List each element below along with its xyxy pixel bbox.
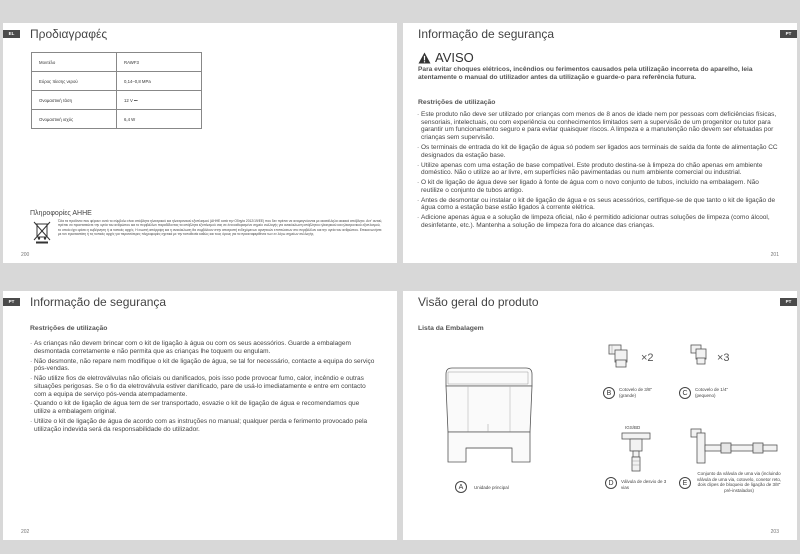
page-203	[403, 291, 797, 540]
page-number: 201	[770, 252, 779, 258]
warning-label: AVISO	[435, 50, 474, 65]
language-tag: PT	[3, 298, 20, 306]
small-elbow-illustration	[689, 342, 715, 368]
list-item: · O kit de ligação de água deve ser ligado à fonte de água com o novo conjunto de tubos, incluído na embalagem. Não reutilize o conjunto de tubos antigo.	[418, 179, 780, 194]
valve-marking: IGS/BD	[625, 425, 641, 430]
item-letter-a: A	[455, 481, 467, 493]
section-subtitle: Restrições de utilização	[30, 325, 108, 332]
item-letter-c: C	[679, 387, 691, 399]
spec-label: Εύρος πίεσης νερού	[32, 72, 117, 91]
table-row	[32, 91, 202, 110]
restrictions-list	[31, 340, 376, 436]
table-row	[32, 53, 202, 72]
main-unit-illustration	[438, 364, 538, 476]
section-subtitle: Lista da Embalagem	[418, 325, 484, 332]
item-quantity-c: ×3	[717, 352, 730, 364]
page-number: 200	[21, 252, 30, 258]
page-title: Informação de segurança	[418, 27, 555, 41]
list-item: · Este produto não deve ser utilizado por crianças com menos de 8 anos de idade nem por pessoas com deficiências físicas, sensoriais, intelectuais, ou com experiência ou conhecimentos limitados sem a supervisão de um progenitor ou tutor para garantir um funcionamento seguro e para evitar quaisquer riscos. A limpeza e a manutenção não devem ser efetuadas por crianças sem supervisão.	[418, 111, 780, 142]
item-label-b: Cotovelo de 3/8" (grande)	[619, 387, 653, 398]
crossed-bin-icon	[31, 219, 53, 244]
list-item: · Quando o kit de ligação de água tem de ser transportado, esvazie o kit de ligação de água e recomendamos que utilize a embalagem original.	[31, 400, 376, 415]
page-number: 203	[770, 529, 779, 535]
table-row	[32, 110, 202, 129]
item-label-d: Válvula de desvio de 3 vias	[621, 479, 667, 490]
page-title: Informação de segurança	[30, 295, 167, 309]
restrictions-list	[418, 111, 780, 232]
item-quantity-b: ×2	[641, 352, 654, 364]
page-number: 202	[21, 529, 30, 535]
spec-table	[31, 52, 202, 129]
spec-label: Ονομαστική τάση	[32, 91, 117, 110]
item-label-a: Unidade principal	[474, 485, 509, 490]
item-label-e: Conjunto da válvula de uma via (incluindo válvula de uma via, cotovelo, conetor reto, dois clipes de bloqueio de ligação de 3/8" pré-instalados)	[696, 471, 782, 493]
diverter-valve-illustration	[621, 431, 651, 475]
list-item: · Utilize apenas com uma estação de base compatível. Este produto destina-se à limpeza do chão apenas em ambiente doméstico. Não o utilize ao ar livre, em superfícies não pavimentadas ou num ambiente comercial ou industrial.	[418, 162, 780, 177]
page-200	[3, 23, 397, 263]
list-item: · As crianças não devem brincar com o kit de ligação à água ou com os seus acessórios. Guarde a embalagem desmontada corretamente e não permita que as crianças lhe toquem ou engulam.	[31, 340, 376, 355]
spec-value: 6,4 W	[117, 110, 202, 129]
weee-text: Όλα τα προϊόντα που φέρουν αυτό το σύμβολο είναι απόβλητα ηλεκτρικού και ηλεκτρονικού εξοπλισμού (ΑΗΗΕ κατά την Οδηγία 2012/19/ΕΕ) που δεν πρέπει να αναμειγνύονται με ακατάλληλα οικιακά απόβλητα. Αντ' αυτού, πρέπει να προστατεύετε την υγεία του ανθρώπου και το περιβάλλον παραδίδοντας τα απόβλητα εξοπλισμού σας σε ένα καθορισμένο σημείο συλλογής για ανακύκλωση απόβλητου ηλεκτρικού και ηλεκτρονικού εξοπλισμού, το οποίο έχει ορίσει η κυβέρνηση ή οι τοπικές αρχές. Η σωστή απόρριψη και η ανακύκλωση θα συμβάλουν στην αποτροπή ενδεχόμενων αρνητικών επιπτώσεων στο περιβάλλον και την υγεία του ανθρώπου. Επικοινωνήστε με τον εγκαταστάτη ή τις τοπικές αρχές για περισσότερες πληροφορίες σχετικά με την τοποθεσία καθώς και τους όρους για τα προαναφερθέντα των εν λόγω σημείων συλλογής.	[58, 219, 383, 236]
table-row	[32, 72, 202, 91]
spec-value: RAWF3	[117, 53, 202, 72]
page-202	[3, 291, 397, 540]
warning-intro: Para evitar choques elétricos, incêndios ou ferimentos causados pela utilização incorreta do aparelho, leia atentamente o manual do utilizador antes da utilização e guarde-o para referência futura.	[418, 66, 753, 82]
language-tag: EL	[3, 30, 20, 38]
one-way-valve-assembly-illustration	[689, 423, 779, 469]
list-item: · Utilize o kit de ligação de água de acordo com as instruções no manual; qualquer perda e ferimento provocado pela utilização indevida será da responsabilidade do utilizador.	[31, 418, 376, 433]
spec-value: 12 V ⎓	[117, 91, 202, 110]
language-tag: PT	[780, 30, 797, 38]
list-item: · Não desmonte, não repare nem modifique o kit de ligação de água, se tal for necessário, contacte a equipa do serviço pós-vendas.	[31, 358, 376, 373]
warning-icon	[418, 52, 431, 64]
spec-label: Μοντέλο	[32, 53, 117, 72]
spec-label: Ονομαστική ισχύς	[32, 110, 117, 129]
spec-value: 0,14–0,8 MPa	[117, 72, 202, 91]
item-letter-d: D	[605, 477, 617, 489]
section-subtitle: Restrições de utilização	[418, 99, 496, 106]
item-letter-e: E	[679, 477, 691, 489]
list-item: · Antes de desmontar ou instalar o kit de ligação de água e os seus acessórios, certifique-se de que tanto o kit de ligação de água como a estação base estão ligados à corrente elétrica.	[418, 197, 780, 212]
list-item: · Os terminais de entrada do kit de ligação de água só podem ser ligados aos terminais de saída da fonte de alimentação CC designados da estação base.	[418, 144, 780, 159]
page-title: Προδιαγραφές	[30, 27, 108, 41]
warning-heading	[418, 50, 474, 65]
page-title: Visão geral do produto	[418, 295, 539, 309]
weee-title: Πληροφορίες ΑΗΗΕ	[30, 210, 92, 217]
item-label-c: Cotovelo de 1/4" (pequeno)	[695, 387, 729, 398]
large-elbow-illustration	[607, 342, 637, 370]
page-201	[403, 23, 797, 263]
language-tag: PT	[780, 298, 797, 306]
list-item: · Não utilize fios de eletroválvulas não oficiais ou danificados, pois isso pode provocar fumo, calor, incêndio e outras situações perigosas. Se o fio da eletroválvula estiver danificado, pare de usá-lo imediatamente e entre em contacto com a equipa de serviço pós-venda atempadamente.	[31, 375, 376, 398]
list-item: · Adicione apenas água e a solução de limpeza oficial, não é permitido adicionar outras soluções de limpeza (como álcool, desinfetante, etc.). Mantenha a solução de limpeza fora do alcance das crianças.	[418, 214, 780, 229]
item-letter-b: B	[603, 387, 615, 399]
